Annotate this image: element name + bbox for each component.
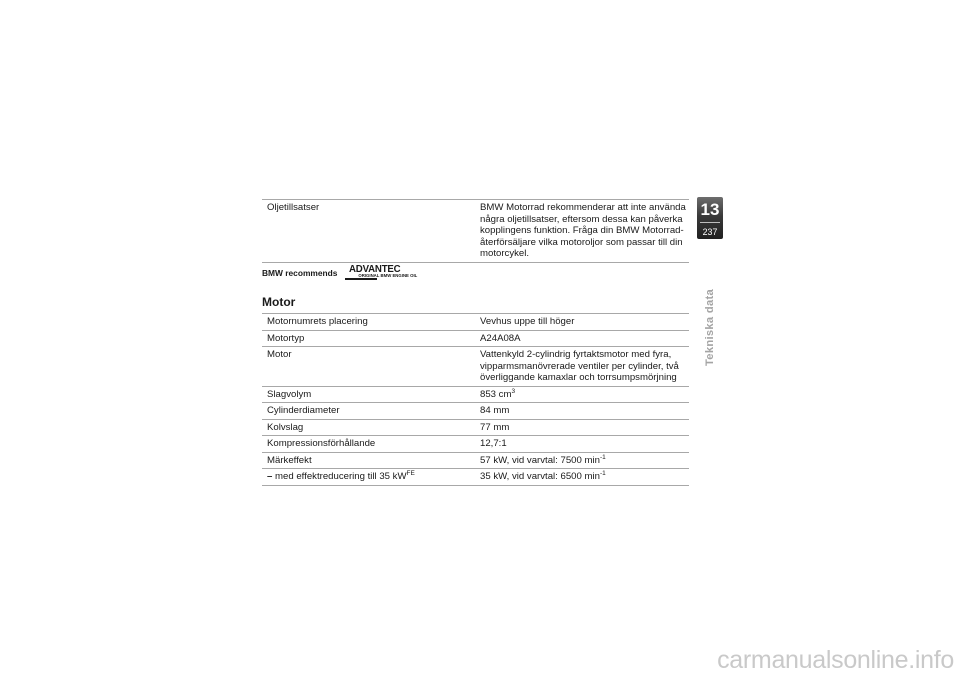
spec-value-text: 84 mm xyxy=(480,405,510,416)
spec-value-text: 853 cm xyxy=(480,388,512,400)
chapter-tab xyxy=(697,197,723,239)
table-row xyxy=(262,330,689,347)
spec-value-superscript: -1 xyxy=(599,453,606,461)
page-number: 237 xyxy=(702,227,718,237)
table-row xyxy=(262,314,689,331)
spec-label-text: Motornumrets placering xyxy=(267,316,368,327)
spec-label xyxy=(262,419,472,436)
oil-additives-label: Oljetillsatser xyxy=(262,200,472,263)
spec-value-text: 57 kW, vid varvtal: 7500 min xyxy=(480,454,600,466)
section-title-motor: Motor xyxy=(262,295,296,309)
table-row xyxy=(262,200,689,263)
spec-label-text: med effektreducering till 35 kW xyxy=(272,471,407,482)
table-row xyxy=(262,419,689,436)
spec-value xyxy=(472,452,689,469)
advantec-logo xyxy=(345,263,417,281)
spec-label xyxy=(262,469,472,486)
spec-value-text: Vattenkyld 2-cylindrig fyrtaktsmotor med fyra, vipparmsmanövrerade ventiler per cylinder, två överliggande kamaxlar och torrsumpsmörjning xyxy=(480,349,679,383)
table-row xyxy=(262,386,689,403)
spec-label-text: Cylinderdiameter xyxy=(267,405,340,416)
spec-label-text: Motor xyxy=(267,349,292,360)
spec-value xyxy=(472,469,689,486)
tab-divider xyxy=(700,222,720,223)
spec-label-text: Kompressionsförhållande xyxy=(267,438,376,449)
spec-value-text: 12,7:1 xyxy=(480,438,507,449)
table-row xyxy=(262,347,689,387)
brand-recommends-text: BMW recommends xyxy=(262,268,338,278)
spec-value xyxy=(472,347,689,387)
spec-value xyxy=(472,436,689,453)
spec-value xyxy=(472,419,689,436)
spec-value xyxy=(472,330,689,347)
spec-value xyxy=(472,314,689,331)
spec-label-superscript: FE xyxy=(406,469,415,477)
table-row xyxy=(262,436,689,453)
spec-label-text: Kolvslag xyxy=(267,421,304,433)
spec-label-text: Märkeffekt xyxy=(267,454,312,466)
spec-value-text: A24A08A xyxy=(480,332,521,344)
watermark: carmanualsonline.info xyxy=(717,646,954,674)
logo-bar xyxy=(345,278,377,280)
spec-value-superscript: 3 xyxy=(511,387,516,395)
oil-additives-value: BMW Motorrad rekommenderar att inte använda några oljetillsatser, eftersom dessa kan påverka kopplingens funktion. Fråga din BMW Motorrad-återförsäljare vilka motoroljor som passar till din motorcykel. xyxy=(472,200,689,263)
table-row xyxy=(262,403,689,420)
logo-sub-text: ORIGINAL BMW ENGINE OIL xyxy=(358,273,418,278)
spec-label xyxy=(262,436,472,453)
brand-recommendation xyxy=(262,263,417,281)
chapter-title: Tekniska data xyxy=(704,288,716,366)
spec-value xyxy=(472,403,689,420)
motor-specs-rows xyxy=(262,314,689,486)
spec-label-text: Slagvolym xyxy=(267,388,312,400)
table-row xyxy=(262,469,689,486)
oil-additives-table xyxy=(262,199,689,263)
spec-value-text: 77 mm xyxy=(480,421,510,433)
spec-label-text: Motortyp xyxy=(267,332,305,344)
table-row xyxy=(262,452,689,469)
spec-label xyxy=(262,330,472,347)
motor-specs-table xyxy=(262,313,689,486)
spec-label xyxy=(262,314,472,331)
spec-label xyxy=(262,452,472,469)
spec-value-superscript: -1 xyxy=(599,469,606,477)
chapter-number: 13 xyxy=(700,200,720,219)
spec-value-text: Vevhus uppe till höger xyxy=(480,316,575,327)
spec-label xyxy=(262,403,472,420)
spec-value-text: 35 kW, vid varvtal: 6500 min xyxy=(480,471,600,482)
dash-prefix: – xyxy=(267,471,273,482)
spec-label xyxy=(262,347,472,387)
logo-main-text: ADVANTEC xyxy=(349,263,401,275)
spec-label xyxy=(262,386,472,403)
spec-value xyxy=(472,386,689,403)
